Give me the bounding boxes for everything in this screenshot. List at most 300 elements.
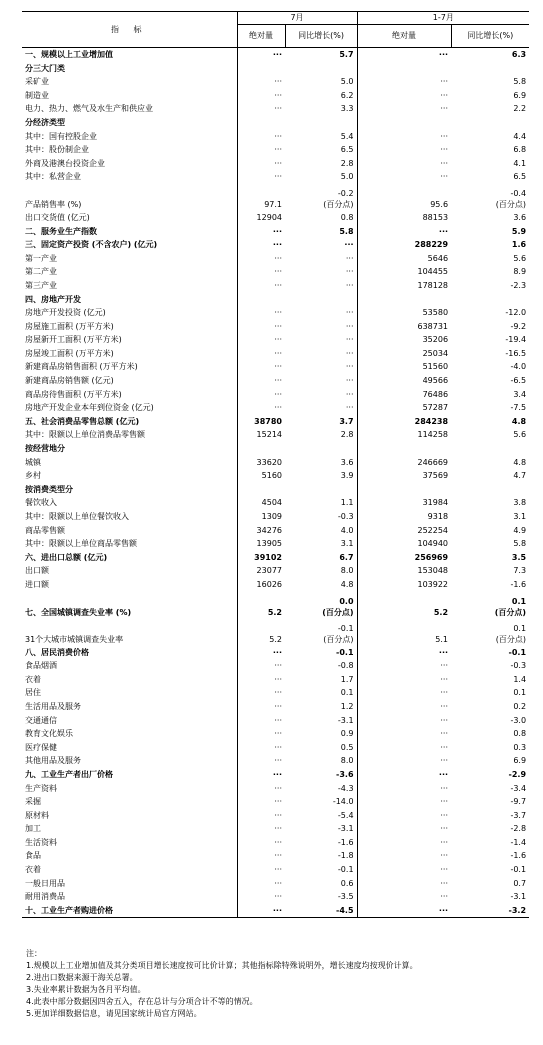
table-row <box>22 510 529 524</box>
indicator-name: 其中：国有控股企业 <box>22 130 237 144</box>
indicator-name: 城镇 <box>22 456 237 470</box>
ytd-absolute: 9318 <box>427 512 449 521</box>
july-absolute <box>237 116 285 130</box>
table-row <box>22 306 529 320</box>
ytd-absolute: 53580 <box>422 308 449 318</box>
table-row <box>22 700 529 714</box>
table-row <box>22 143 529 157</box>
ytd-absolute: ··· <box>357 904 451 918</box>
table-row <box>22 333 529 347</box>
ytd-absolute: ··· <box>440 77 449 87</box>
july-absolute: 33620 <box>256 457 282 467</box>
ytd-absolute: 76486 <box>422 389 449 399</box>
ytd-absolute: 31984 <box>422 498 449 508</box>
indicator-name: 食品 <box>22 849 237 863</box>
table-header <box>22 12 529 48</box>
table-row <box>22 483 529 497</box>
table-row <box>22 727 529 741</box>
table-row <box>22 347 529 361</box>
july-absolute: ··· <box>274 797 282 807</box>
table-row <box>22 469 529 483</box>
indicator-name: 房屋竣工面积 (万平方米) <box>22 347 237 361</box>
ytd-growth: 4.7 <box>513 471 527 481</box>
table-row <box>22 360 529 374</box>
ytd-absolute: ··· <box>440 810 449 820</box>
july-growth: 6.7 <box>285 551 357 565</box>
ytd-growth: 3.5 <box>511 552 527 562</box>
ytd-absolute: ··· <box>440 688 449 698</box>
indicator-name: 按经营地分 <box>22 442 237 456</box>
indicator-name: 房地产开发企业本年到位资金 (亿元) <box>22 401 237 415</box>
july-absolute: ··· <box>274 742 282 752</box>
july-absolute: 5.2 <box>267 607 282 617</box>
footnotes <box>26 948 526 1020</box>
july-growth: 5.4 <box>285 130 357 144</box>
ytd-absolute: ··· <box>440 892 449 902</box>
ytd-growth: 0.1 (百分点) <box>495 623 527 644</box>
ytd-growth: -0.1 <box>510 865 527 875</box>
july-absolute: ··· <box>274 837 282 847</box>
ytd-growth: 8.9 <box>513 267 527 277</box>
table-row <box>22 456 529 470</box>
indicator-name: 产品销售率 (%) <box>22 184 237 211</box>
indicator-name: 三、固定资产投资 (不含农户) (亿元) <box>22 238 237 252</box>
table-row <box>22 877 529 891</box>
ytd-absolute: 246669 <box>417 457 449 467</box>
indicator-name: 原材料 <box>22 809 237 823</box>
indicator-name: 其中：私营企业 <box>22 170 237 184</box>
july-growth <box>285 293 357 307</box>
ytd-growth: 0.1 (百分点) <box>494 596 527 617</box>
indicator-name: 居住 <box>22 686 237 700</box>
table-row <box>22 904 529 918</box>
table-row <box>22 646 529 660</box>
july-growth: 1.2 <box>285 700 357 714</box>
july-growth: 0.8 <box>285 211 357 225</box>
indicator-name: 生活资料 <box>22 836 237 850</box>
july-growth: ··· <box>285 374 357 388</box>
july-growth <box>285 116 357 130</box>
ytd-growth: -0.1 <box>508 647 527 657</box>
ytd-absolute: ··· <box>440 131 449 141</box>
indicator-name: 衣着 <box>22 863 237 877</box>
july-absolute: 23077 <box>256 566 282 576</box>
table-row <box>22 673 529 687</box>
july-growth: 4.8 <box>285 578 357 592</box>
indicator-name: 房地产开发投资 (亿元) <box>22 306 237 320</box>
note-item: 5.更加详细数据信息，请见国家统计局官方网站。 <box>26 1009 202 1018</box>
ytd-absolute: ··· <box>440 824 449 834</box>
table-row <box>22 428 529 442</box>
ytd-absolute: ··· <box>438 769 449 779</box>
ytd-growth: -3.1 <box>510 892 527 902</box>
note-item: 2.进出口数据来源于海关总署。 <box>26 973 138 982</box>
july-growth: -0.3 <box>285 510 357 524</box>
ytd-absolute: 178128 <box>417 280 449 290</box>
july-growth: -0.2 (百分点) <box>285 184 357 211</box>
indicator-name: 其中：限额以上单位商品零售额 <box>22 537 237 551</box>
ytd-absolute: ··· <box>438 50 449 59</box>
july-growth: -3.1 <box>285 714 357 728</box>
ytd-growth: -3.7 <box>510 810 527 820</box>
ytd-growth: 0.8 <box>513 729 527 739</box>
ytd-growth: 3.8 <box>513 498 527 508</box>
table-row <box>22 578 529 592</box>
table-row <box>22 551 529 565</box>
indicator-name: 交通通信 <box>22 714 237 728</box>
ytd-growth: 4.1 <box>513 158 527 168</box>
notes-heading: 注： <box>26 949 42 958</box>
july-absolute: ··· <box>274 308 282 318</box>
july-absolute <box>237 293 285 307</box>
july-growth <box>285 62 357 76</box>
table-row <box>22 293 529 307</box>
ytd-growth: -1.6 <box>510 851 527 861</box>
ytd-growth: 4.8 <box>513 457 527 467</box>
july-absolute: ··· <box>274 783 282 793</box>
july-absolute: ··· <box>274 362 282 372</box>
ytd-growth: 5.8 <box>513 77 527 87</box>
july-absolute: ··· <box>274 389 282 399</box>
ytd-growth: 3.6 <box>513 212 527 222</box>
table-row <box>22 89 529 103</box>
july-growth: 0.0 (百分点) <box>285 592 357 619</box>
indicator-name: 采矿业 <box>22 75 237 89</box>
july-absolute: ··· <box>274 810 282 820</box>
ytd-growth: 1.6 <box>511 240 527 250</box>
ytd-absolute: 153048 <box>417 566 449 576</box>
july-absolute: ··· <box>274 348 282 358</box>
indicator-name: 食品烟酒 <box>22 659 237 673</box>
ytd-absolute: 5.1 <box>435 634 449 644</box>
ytd-absolute: 256969 <box>414 552 449 562</box>
indicator-name: 进口额 <box>22 578 237 592</box>
july-growth: ··· <box>285 401 357 415</box>
ytd-absolute: ··· <box>440 145 449 155</box>
ytd-growth <box>451 116 529 130</box>
ytd-growth: -3.4 <box>510 783 527 793</box>
ytd-absolute <box>357 116 451 130</box>
ytd-absolute: 95.6 <box>430 199 449 209</box>
ytd-growth: 0.7 <box>513 878 527 888</box>
july-absolute <box>237 483 285 497</box>
table-row <box>22 754 529 768</box>
july-absolute: 5.2 <box>269 634 282 644</box>
july-growth <box>285 442 357 456</box>
indicator-name: 采掘 <box>22 795 237 809</box>
table-row <box>22 442 529 456</box>
ytd-growth: -2.8 <box>510 824 527 834</box>
july-absolute: ··· <box>274 77 282 87</box>
july-growth: 8.0 <box>285 754 357 768</box>
july-growth: ··· <box>285 252 357 266</box>
indicator-name: 加工 <box>22 822 237 836</box>
july-absolute: ··· <box>274 701 282 711</box>
ytd-growth: -9.2 <box>510 321 527 331</box>
july-absolute: ··· <box>274 172 282 182</box>
ytd-growth: 6.8 <box>513 145 527 155</box>
ytd-absolute: ··· <box>440 104 449 114</box>
july-absolute: ··· <box>274 90 282 100</box>
july-growth: 0.6 <box>285 877 357 891</box>
table-row <box>22 388 529 402</box>
indicator-name: 乡村 <box>22 469 237 483</box>
table-row <box>22 795 529 809</box>
july-growth: 3.6 <box>285 456 357 470</box>
table-row <box>22 782 529 796</box>
table-row <box>22 849 529 863</box>
july-absolute: ··· <box>274 145 282 155</box>
ytd-absolute: 37569 <box>422 471 449 481</box>
july-growth: 0.9 <box>285 727 357 741</box>
ytd-absolute: 104940 <box>417 539 449 549</box>
indicator-name: 制造业 <box>22 89 237 103</box>
indicator-name: 分经济类型 <box>22 116 237 130</box>
july-absolute: ··· <box>272 647 282 657</box>
indicator-name: 生产资料 <box>22 782 237 796</box>
july-growth: 5.7 <box>285 48 357 62</box>
ytd-growth: -12.0 <box>505 308 527 318</box>
statistics-table <box>22 11 529 918</box>
july-absolute: ··· <box>274 688 282 698</box>
july-absolute: 38780 <box>254 416 282 426</box>
ytd-absolute <box>357 442 451 456</box>
ytd-growth: -19.4 <box>505 335 527 345</box>
ytd-growth: 6.5 <box>513 172 527 182</box>
growth-header-1: 同比增长(%) <box>285 25 357 48</box>
ytd-growth: 7.3 <box>513 566 527 576</box>
table-row <box>22 265 529 279</box>
ytd-growth <box>451 293 529 307</box>
july-growth: -1.6 <box>285 836 357 850</box>
indicator-name: 一、规模以上工业增加值 <box>22 48 237 62</box>
july-growth: -3.1 <box>285 822 357 836</box>
table-row <box>22 822 529 836</box>
ytd-absolute: 88153 <box>422 212 449 222</box>
ytd-absolute <box>357 62 451 76</box>
ytd-absolute <box>357 293 451 307</box>
july-absolute: 34276 <box>256 525 282 535</box>
ytd-absolute: ··· <box>440 756 449 766</box>
table-row <box>22 130 529 144</box>
indicator-name: 五、社会消费品零售总额 (亿元) <box>22 415 237 429</box>
ytd-absolute: 103922 <box>417 579 449 589</box>
table-row <box>22 157 529 171</box>
july-growth: ··· <box>285 265 357 279</box>
table-row <box>22 496 529 510</box>
ytd-growth: 2.2 <box>513 104 527 114</box>
ytd-growth: 6.9 <box>513 90 527 100</box>
ytd-absolute: 49566 <box>422 376 449 386</box>
july-absolute: ··· <box>274 729 282 739</box>
july-absolute: ··· <box>274 253 282 263</box>
growth-header-2: 同比增长(%) <box>451 25 529 48</box>
ytd-growth: 5.6 <box>513 253 527 263</box>
ytd-growth: -3.0 <box>510 715 527 725</box>
ytd-growth: 3.1 <box>513 512 527 521</box>
july-growth: 3.1 <box>285 537 357 551</box>
table-row <box>22 170 529 184</box>
table-row <box>22 211 529 225</box>
indicator-name: 房屋新开工面积 (万平方米) <box>22 333 237 347</box>
july-absolute: ··· <box>274 104 282 114</box>
absolute-header-1: 绝对量 <box>249 31 273 40</box>
ytd-absolute: 25034 <box>422 348 449 358</box>
july-absolute: ··· <box>274 158 282 168</box>
july-growth: 8.0 <box>285 564 357 578</box>
ytd-absolute: 288229 <box>414 240 449 250</box>
ytd-absolute: ··· <box>440 865 449 875</box>
july-absolute: ··· <box>272 240 282 250</box>
july-growth: 1.1 <box>285 496 357 510</box>
indicator-name: 餐饮收入 <box>22 496 237 510</box>
indicator-name: 第二产业 <box>22 265 237 279</box>
july-absolute: ··· <box>274 376 282 386</box>
ytd-absolute: ··· <box>440 837 449 847</box>
ytd-absolute: ··· <box>440 701 449 711</box>
table-row <box>22 238 529 252</box>
ytd-growth: -2.9 <box>508 769 527 779</box>
table-row <box>22 374 529 388</box>
ytd-absolute: 35206 <box>422 335 449 345</box>
july-growth: ··· <box>285 238 357 252</box>
ytd-growth: -2.3 <box>510 280 527 290</box>
indicator-name: 其他用品及服务 <box>22 754 237 768</box>
indicator-name: 第一产业 <box>22 252 237 266</box>
indicator-name: 医疗保健 <box>22 741 237 755</box>
ytd-growth: 0.3 <box>513 742 527 752</box>
ytd-absolute: 252254 <box>417 525 449 535</box>
ytd-absolute: ··· <box>440 729 449 739</box>
july-absolute: 4504 <box>261 498 282 508</box>
july-growth: 3.3 <box>285 102 357 116</box>
july-absolute: ··· <box>237 904 285 918</box>
ytd-growth <box>451 62 529 76</box>
indicator-name: 七、全国城镇调查失业率 (%) <box>22 592 237 619</box>
july-growth: ··· <box>285 333 357 347</box>
table-row <box>22 659 529 673</box>
table-row <box>22 225 529 239</box>
indicator-name: 出口交货值 (亿元) <box>22 211 237 225</box>
table-row <box>22 619 529 646</box>
july-growth: 3.9 <box>285 469 357 483</box>
ytd-absolute: ··· <box>440 742 449 752</box>
ytd-absolute: 51560 <box>422 362 449 372</box>
ytd-growth: -0.4 (百分点) <box>495 188 527 209</box>
table-body <box>22 48 529 918</box>
indicator-name: 其中：股份制企业 <box>22 143 237 157</box>
july-absolute: ··· <box>274 280 282 290</box>
july-absolute: ··· <box>274 403 282 413</box>
ytd-growth: 0.2 <box>513 701 527 711</box>
indicator-name: 商品零售额 <box>22 524 237 538</box>
july-growth: 0.1 <box>285 686 357 700</box>
ytd-growth: -16.5 <box>505 348 527 358</box>
indicator-name: 电力、热力、燃气及水生产和供应业 <box>22 102 237 116</box>
july-absolute: ··· <box>274 892 282 902</box>
july-absolute: ··· <box>272 769 282 779</box>
indicator-name: 二、服务业生产指数 <box>22 225 237 239</box>
july-growth: 5.8 <box>285 225 357 239</box>
july-absolute: ··· <box>274 878 282 888</box>
note-item: 1.规模以上工业增加值及其分类项目增长速度按可比价计算；其他指标除特殊说明外，增长速度均按现价计算。 <box>26 961 418 970</box>
july-growth: -0.1 <box>285 646 357 660</box>
ytd-growth <box>451 442 529 456</box>
july-absolute: 39102 <box>254 552 282 562</box>
table-row <box>22 836 529 850</box>
july-growth: -0.1 (百分点) <box>285 619 357 646</box>
ytd-absolute: 5646 <box>427 253 449 263</box>
indicator-name: 生活用品及服务 <box>22 700 237 714</box>
table-row <box>22 48 529 62</box>
ytd-growth: -7.5 <box>510 403 527 413</box>
ytd-absolute: ··· <box>440 797 449 807</box>
table-row <box>22 62 529 76</box>
ytd-absolute: 104455 <box>417 267 449 277</box>
july-absolute: ··· <box>274 267 282 277</box>
table-row <box>22 686 529 700</box>
ytd-absolute <box>357 483 451 497</box>
table-row <box>22 537 529 551</box>
july-growth: 6.5 <box>285 143 357 157</box>
july-growth: -4.5 <box>285 904 357 918</box>
ytd-absolute: ··· <box>440 172 449 182</box>
july-absolute: ··· <box>274 661 282 671</box>
july-absolute: ··· <box>272 50 282 59</box>
ytd-growth: -9.7 <box>510 797 527 807</box>
july-absolute: 1309 <box>261 512 282 521</box>
ytd-absolute: ··· <box>438 647 449 657</box>
ytd-absolute: ··· <box>440 158 449 168</box>
indicator-name: 十、工业生产者购进价格 <box>22 904 237 918</box>
table-row <box>22 102 529 116</box>
table-row <box>22 415 529 429</box>
table-row <box>22 714 529 728</box>
period-july-header: 7月 <box>237 12 357 25</box>
ytd-absolute: 57287 <box>422 403 449 413</box>
ytd-absolute: 284238 <box>414 416 449 426</box>
table-row <box>22 741 529 755</box>
ytd-growth: 4.4 <box>513 131 527 141</box>
july-growth: -0.8 <box>285 659 357 673</box>
july-growth: ··· <box>285 360 357 374</box>
indicator-name: 房屋施工面积 (万平方米) <box>22 320 237 334</box>
ytd-growth <box>451 483 529 497</box>
ytd-absolute: 638731 <box>417 321 449 331</box>
indicator-name: 一般日用品 <box>22 877 237 891</box>
ytd-growth: 5.8 <box>513 539 527 549</box>
indicator-name: 四、房地产开发 <box>22 293 237 307</box>
july-absolute: ··· <box>272 226 282 236</box>
ytd-growth: 6.9 <box>513 756 527 766</box>
indicator-name: 出口额 <box>22 564 237 578</box>
indicator-name: 商品房待售面积 (万平方米) <box>22 388 237 402</box>
july-growth: 1.7 <box>285 673 357 687</box>
july-absolute: ··· <box>274 715 282 725</box>
ytd-growth: 4.9 <box>513 525 527 535</box>
july-absolute <box>237 442 285 456</box>
july-growth: 5.0 <box>285 75 357 89</box>
ytd-absolute: ··· <box>440 851 449 861</box>
indicator-name: 其中：限额以上单位消费品零售额 <box>22 428 237 442</box>
july-absolute: ··· <box>274 851 282 861</box>
july-absolute: ··· <box>274 131 282 141</box>
ytd-growth: 5.9 <box>511 226 527 236</box>
ytd-absolute: 114258 <box>417 430 449 440</box>
july-growth: ··· <box>285 320 357 334</box>
ytd-absolute: ··· <box>440 661 449 671</box>
ytd-growth: 0.1 <box>513 688 527 698</box>
